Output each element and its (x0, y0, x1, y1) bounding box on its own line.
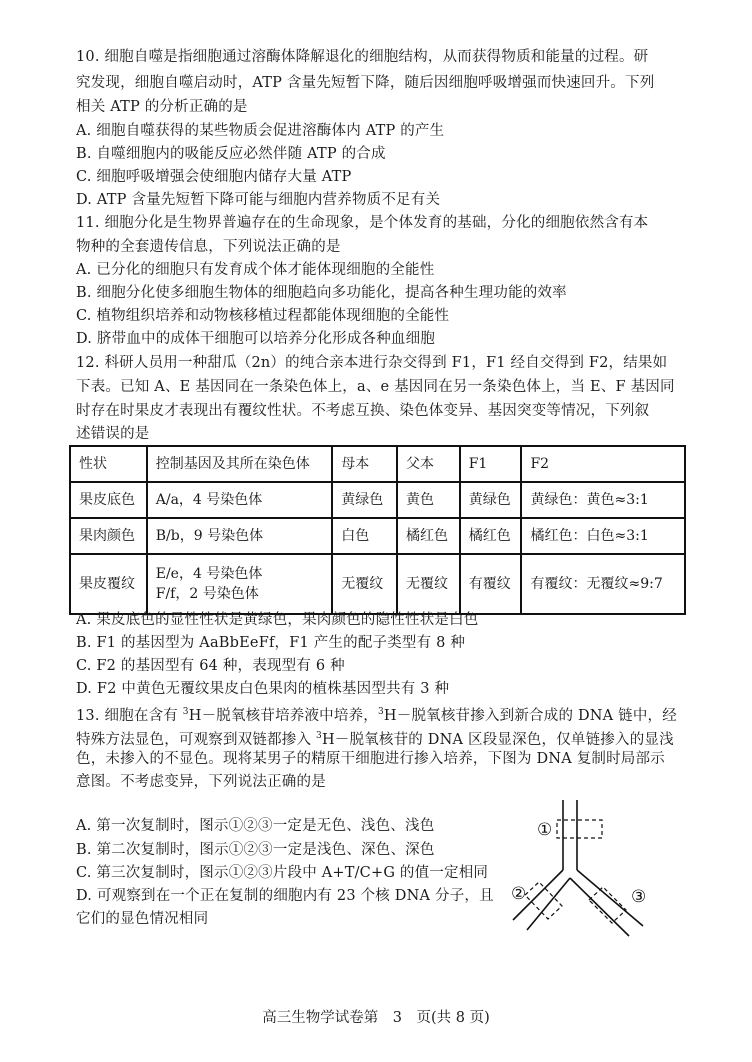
q12-stem-line-4: 述错误的是 (76, 426, 150, 442)
mother-cell: 白色 (332, 518, 397, 554)
q10-stem-line-1: 10. 细胞自噬是指细胞通过溶酶体降解退化的细胞结构，从而获得物质和能量的过程。研 (76, 49, 649, 65)
page-footer: 高三生物学试卷第 3 页(共 8 页) (262, 1010, 490, 1026)
q10-option-a: A. 细胞自噬获得的某些物质会促进溶酶体内 ATP 的产生 (76, 123, 445, 139)
text-segment: 13. 细胞在含有 (76, 707, 183, 724)
q10-option-b: B. 自噬细胞内的吸能反应必然伴随 ATP 的合成 (76, 146, 386, 162)
q13-option-c: C. 第三次复制时，图示①②③片段中 A+T/C+G 的值一定相同 (76, 865, 489, 881)
q13-option-b: B. 第二次复制时，图示①②③一定是浅色、深色、深色 (76, 842, 435, 858)
q13-option-d: D. 可观察到在一个正在复制的细胞内有 23 个核 DNA 分子，且 (76, 888, 494, 904)
gene-trait-table (69, 445, 686, 615)
q11-option-c: C. 植物组织培养和动物核移植过程都能体现细胞的全能性 (76, 308, 450, 324)
f2-cell: 黄绿色：黄色≈3:1 (521, 482, 685, 518)
father-cell: 橘红色 (397, 518, 460, 554)
q11-stem-line-2: 物种的全套遗传信息，下列说法正确的是 (76, 239, 341, 255)
table-row (70, 482, 685, 518)
q12-option-b: B. F1 的基因型为 AaBbEeFf，F1 产生的配子类型有 8 种 (76, 635, 466, 651)
f2-cell: 橘红色：白色≈3:1 (521, 518, 685, 554)
superscript: 3 (182, 707, 189, 717)
trait-cell: 果皮覆纹 (70, 554, 147, 614)
table-header-row (70, 446, 685, 482)
label-2: ② (511, 884, 527, 904)
table-row (70, 518, 685, 554)
trait-cell: 果肉颜色 (70, 518, 147, 554)
q10-stem-line-2: 究发现，细胞自噬启动时，ATP 含量先短暂下降，随后因细胞呼吸增强而快速回升。下列 (76, 75, 655, 91)
segment-box-2 (525, 882, 562, 919)
q12-option-d: D. F2 中黄色无覆纹果皮白色果肉的植株基因型共有 3 种 (76, 681, 450, 697)
label-1: ① (537, 820, 553, 840)
f1-cell: 有覆纹 (460, 554, 522, 614)
q11-option-d: D. 脐带血中的成体干细胞可以培养分化形成各种血细胞 (76, 331, 436, 347)
q13-stem-line-1 (76, 702, 677, 726)
f1-cell: 橘红色 (460, 518, 522, 554)
superscript: 3 (377, 707, 384, 717)
q13-option-d-cont: 它们的显色情况相同 (76, 911, 209, 927)
genes-cell: B/b，9 号染色体 (147, 518, 333, 554)
text-segment: H－脱氧核苷的 DNA 区段显深色，仅单链掺入的显浅 (321, 731, 674, 748)
q11-stem-line-1: 11. 细胞分化是生物界普遍存在的生命现象，是个体发育的基础，分化的细胞依然含有本 (76, 215, 649, 231)
q10-option-c: C. 细胞呼吸增强会使细胞内储存大量 ATP (76, 169, 352, 185)
mother-cell: 无覆纹 (332, 554, 397, 614)
text-segment: H－脱氧核苷培养液中培养， (188, 707, 378, 724)
q13-stem-line-2 (76, 726, 674, 750)
q11-option-b: B. 细胞分化使多细胞生物体的细胞趋向多功能化，提高各种生理功能的效率 (76, 285, 567, 301)
q12-stem-line-3: 时存在时果皮才表现出有覆纹性状。不考虑互换、染色体变异、基因突变等情况，下列叙 (76, 403, 650, 419)
q13-option-a: A. 第一次复制时，图示①②③一定是无色、浅色、浅色 (76, 818, 435, 834)
f2-cell: 有覆纹：无覆纹≈9:7 (521, 554, 685, 614)
father-cell: 黄色 (397, 482, 460, 518)
trait-cell: 果皮底色 (70, 482, 147, 518)
mother-cell: 黄绿色 (332, 482, 397, 518)
q13-stem-line-4: 意图。不考虑变异，下列说法正确的是 (76, 774, 326, 790)
q10-option-d: D. ATP 含量先短暂下降可能与细胞内营养物质不足有关 (76, 192, 441, 208)
q12-stem-line-1: 12. 科研人员用一种甜瓜（2n）的纯合亲本进行杂交得到 F1，F1 经自交得到 F2，结果如 (76, 355, 668, 371)
q12-option-a: A. 果皮底色的显性性状是黄绿色，果肉颜色的隐性性状是白色 (76, 612, 479, 628)
gene-line: F/f，2 号染色体 (155, 586, 259, 602)
table-row (70, 554, 685, 614)
header-cell: F1 (460, 446, 522, 482)
genes-cell: A/a，4 号染色体 (147, 482, 333, 518)
gene-line: E/e，4 号染色体 (155, 566, 263, 582)
q10-stem-line-3: 相关 ATP 的分析正确的是 (76, 99, 248, 115)
header-cell: 母本 (332, 446, 397, 482)
header-cell: 性状 (70, 446, 147, 482)
header-cell: 控制基因及其所在染色体 (147, 446, 333, 482)
header-cell: 父本 (397, 446, 460, 482)
label-3: ③ (631, 887, 647, 907)
segment-box-3 (589, 887, 626, 923)
header-cell: F2 (521, 446, 685, 482)
q12-option-c: C. F2 的基因型有 64 种，表现型有 6 种 (76, 658, 345, 674)
text-segment: H－脱氧核苷掺入到新合成的 DNA 链中，经 (383, 707, 677, 724)
q12-stem-line-2: 下表。已知 A、E 基因同在一条染色体上，a、e 基因同在另一条染色体上，当 E、F 基因同 (76, 379, 675, 395)
father-cell: 无覆纹 (397, 554, 460, 614)
text-segment: 特殊方法显色，可观察到双链都掺入 (76, 731, 317, 748)
q13-stem-line-3: 色，未掺入的不显色。现将某男子的精原干细胞进行掺入培养，下图为 DNA 复制时局部示 (76, 751, 665, 767)
superscript: 3 (316, 731, 322, 741)
dna-replication-diagram (505, 798, 655, 948)
q11-option-a: A. 已分化的细胞只有发育成个体才能体现细胞的全能性 (76, 262, 435, 278)
genes-cell (147, 554, 333, 614)
f1-cell: 黄绿色 (460, 482, 522, 518)
